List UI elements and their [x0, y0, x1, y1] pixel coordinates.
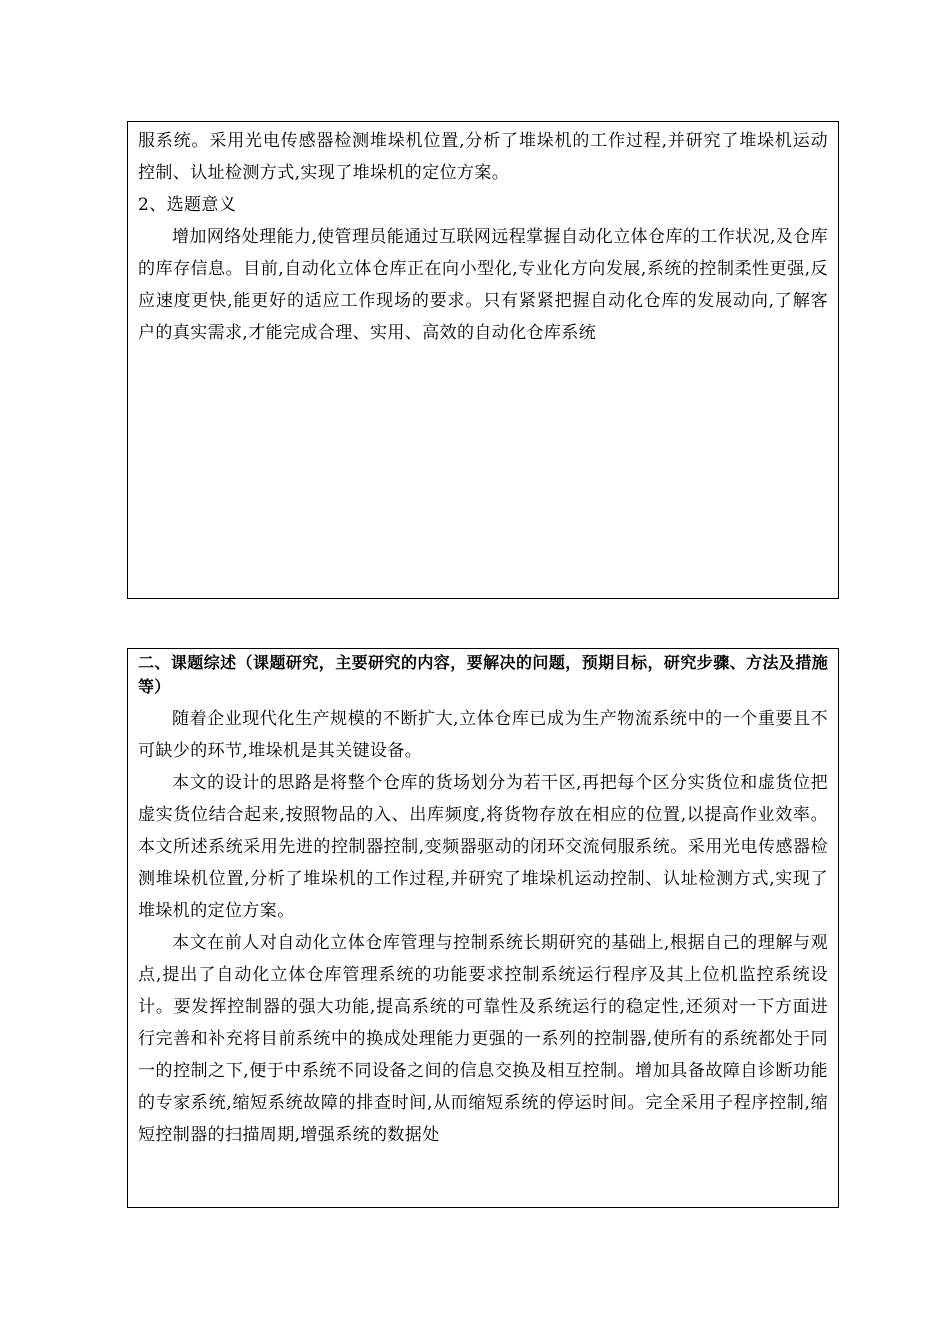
- body-paragraph: 随着企业现代化生产规模的不断扩大,立体仓库已成为生产物流系统中的一个重要且不可缺少的环节,堆垛机是其关键设备。: [138, 709, 828, 761]
- body-paragraph: 本文的设计的思路是将整个仓库的货场划分为若干区,再把每个区分实货位和虚货位把虚实货位结合起来,按照物品的入、出库频度,将货物存放在相应的位置,以提高作业效率。本文所述系统采用先进的控制器控制,变频器驱动的闭环交流伺服系统。采用光电传感器检测堆垛机位置,分析了堆垛机的工作过程,并研究了堆垛机运动控制、认址检测方式,实现了堆垛机的定位方案。: [138, 773, 829, 921]
- topic-review-section-box: [127, 648, 839, 1208]
- body-paragraph: 服系统。采用光电传感器检测堆垛机位置,分析了堆垛机的工作过程,并研究了堆垛机运动控制、认址检测方式,实现了堆垛机的定位方案。: [138, 131, 828, 183]
- continued-section-box: [127, 121, 839, 599]
- body-paragraph: 增加网络处理能力,使管理员能通过互联网远程掌握自动化立体仓库的工作状况,及仓库的库存信息。目前,自动化立体仓库正在向小型化,专业化方向发展,系统的控制柔性更强,反应速度更快,能更好的适应工作现场的要求。只有紧紧把握自动化仓库的发展动向,了解客户的真实需求,才能完成合理、实用、高效的自动化仓库系统: [138, 227, 828, 343]
- section-heading: 二、课题综述（课题研究，主要研究的内容，要解决的问题，预期目标，研究步骤、方法及措施等）: [138, 653, 828, 696]
- section-subheading: 2、选题意义: [138, 195, 237, 215]
- body-paragraph: 本文在前人对自动化立体仓库管理与控制系统长期研究的基础上,根据自己的理解与观点,提出了自动化立体仓库管理系统的功能要求控制系统运行程序及其上位机监控系统设计。要发挥控制器的强大功能,提高系统的可靠性及系统运行的稳定性,还须对一下方面进行完善和补充将目前系统中的换成处理能力更强的一系列的控制器,使所有的系统都处于同一的控制之下,便于中系统不同设备之间的信息交换及相互控制。增加具备故障自诊断功能的专家系统,缩短系统故障的排查时间,从而缩短系统的停运时间。完全采用子程序控制,缩短控制器的扫描周期,增强系统的数据处: [138, 933, 828, 1145]
